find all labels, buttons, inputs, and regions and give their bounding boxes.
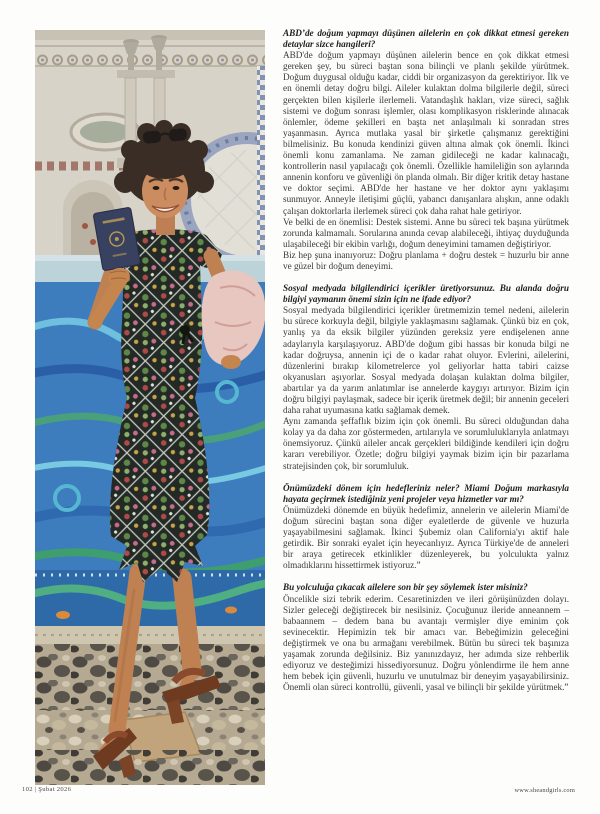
qa-section-3 (283, 483, 569, 572)
page-number-footer: 102 | Şubat 2026 (22, 786, 72, 793)
mosaic-fish (56, 611, 70, 619)
answer-paragraph: ABD'de doğum yapmayı düşünen ailelerin bence en çok dikkat etmesi gereken şey, bu süreci baştan sona bilinçli ve planlı şekilde yürütmek. Doğum duygusal olduğu kadar, ciddi bir organizasyon da gerektiriyor. İlk ve en önemli detay doğru bilgi. Aileler kulaktan dolma bilgilerle değil, süreci gerçekten bilen kişilerle ilerlemeli. Vatandaşlık hakları, vize süreci, sağlık sistemi ve doğum sonrası işlemler, olası komplikasyon risklerinde alınacak önlemler, ödeme şekilleri en başta net anlaşılmalı ki sonradan stres yaşanmasın. Ayrıca mutlaka yasal bir şirketle çalışmanız gerektiğini bilmelisiniz. Bu konuda kendinizi güven altına almak çok önemli. İkinci önemli konu zamanlama. Ne zaman gidileceği ne kadar kalınacağı, kontrollerin nasıl yapılacağı çok önemli. Özellikle hamileliğin son aylarında annenin konforu ve güvenliği ön planda olmalı. Bir diğer kritik detay hastane ve doktor seçimi. ABD'de her hastane ve her doktor aynı yaklaşımı sunmuyor. Anneyle iletişimi güçlü, yabancı danışanlara alışkın, anne odaklı çalışan doktorlarla ilerlemek süreci çok daha rahat hale getiriyor. (283, 50, 569, 216)
answer-paragraph: Aynı zamanda şeffaflık bizim için çok önemli. Bu süreci olduğundan daha kolay ya da daha zor göstermeden, artılarıyla ve sorumluluklarıyla anlatmayı önemsiyoruz. Çünkü aileler ancak gerçekleri bildiğinde kendileri için doğru kararı verebiliyor. Özetle; doğru bilgiyi yaymak bizim için bir pazarlama stratejisinden çok, bir sorumluluk. (283, 416, 569, 471)
question-3: Önümüzdeki dönem için hedefleriniz neler? Miami Doğum markasıyla hayata geçirmek istediğiniz yeni projeler veya hizmetler var mı? (283, 482, 569, 504)
answer-paragraph: Biz hep şuna inanıyoruz: Doğru planlama + doğru destek = huzurlu bir anne ve güzel bir doğum deneyimi. (283, 249, 569, 271)
interview-text (283, 28, 569, 693)
question-2: Sosyal medyada bilgilendirici içerikler üretiyorsunuz. Bu alanda doğru bilgiyi yaymanın önemi sizin için ne ifade ediyor? (283, 283, 569, 305)
eye (173, 186, 180, 190)
qa-section-2 (283, 283, 569, 472)
question-1: ABD’de doğum yapmayı düşünen ailelerin en çok dikkat etmesi gereken detaylar sizce hangileri? (283, 28, 569, 50)
answer-paragraph: Sosyal medyada bilgilendirici içerikler üretmemizin temel nedeni, ailelerin bu sürece korkuyla değil, bilgiyle yaklaşmasını sağlamak. Çünkü biz en çok, yanlış ya da eksik bilgiler yüzünden gereksiz yere endişelenen anne adaylarıyla karşılaşıyoruz. ABD'de doğum gibi hassas bir konuda bilgi ne kadar doğruysa, annenin içi de o kadar rahat oluyor. Evlerini, ailelerini, düzenlerini bırakıp kilometrelerce yol geliyorlar hatta tabiri caizse okyanusları aşıyorlar. Sosyal medyada dolaşan kulaktan dolma bilgiler, abartılar ya da yarım anlatımlar ise annelerde kaygıyı artırıyor. Bizim için doğru bilgiyi paylaşmak, sadece bir içerik üretmek değil; bir annenin geceleri daha rahat uyumasına katkı sağlamak demek. (283, 305, 569, 416)
qa-section-4 (283, 582, 569, 693)
checked-tile-strip (257, 66, 265, 262)
answer-paragraph: Öncelikle sizi tebrik ederim. Cesaretinizden ve ileri görüşünüzden dolayı. Sizler geleceği değiştirecek bir nesilsiniz. Çocuğunuz ileride anneannem – babaannem – dedem bana bu avantajı vermişler diye eminim çok sevinecektir. Hepimizin tek bir amacı var. Bebeğimizin geleceğini değiştirmek ve ona bu armağanı verebilmek. Bütün bu süreci tek başınıza yaşamak zorunda değilsiniz. Biz yanınızdayız, her adımda size rehberlik ediyoruz ve desteğimizi hissediyorsunuz. Doğru yönlendirme ile hem anne hem bebek için güvenli, huzurlu ve unutulmaz bir deneyim yaşayabilirsiniz. Önemli olan süreci kontrollü, güvenli, yasal ve bilinçli bir şekilde yürütmek.” (283, 593, 569, 693)
qa-section-1 (283, 28, 569, 272)
eye (153, 186, 160, 190)
mosaic-fish (225, 607, 237, 614)
website-footer: www.sheandgirls.com (514, 787, 575, 794)
pebble-ground (35, 626, 265, 785)
question-4: Bu yolculuğa çıkacak ailelere son bir şey söylemek ister misiniz? (283, 582, 528, 593)
mosaic-bench (35, 570, 265, 626)
left-hand (221, 355, 241, 369)
answer-paragraph: Önümüzdeki dönemde en büyük hedefimiz, annelerin ve ailelerin Miami'de doğum sürecini baştan sona diğer eyaletlerde de güvenle ve huzurla yaşayabilmesini sağlamak. İkinci Şubemiz olan California'yı aktif hale getirdik. Bir sonraki eyalet için heyecanlıyız. Ayrıca Türkiye'de de anneleri bir araya getirecek etkinlikler düzenleyerek, bu yolculukta yalnız olmadıklarını hissettirmek istiyoruz.” (283, 504, 569, 571)
answer-paragraph: Ve belki de en önemlisi: Destek sistemi. Anne bu süreci tek başına yürütmek zorunda kalmamalı. Sorularına anında cevap alabileceği, ihtiyaç duyduğunda ulaşabileceği bir ekibin varlığı, doğum deneyimini tamamen değiştiriyor. (283, 216, 569, 249)
photo-woman-with-passport (35, 30, 265, 785)
